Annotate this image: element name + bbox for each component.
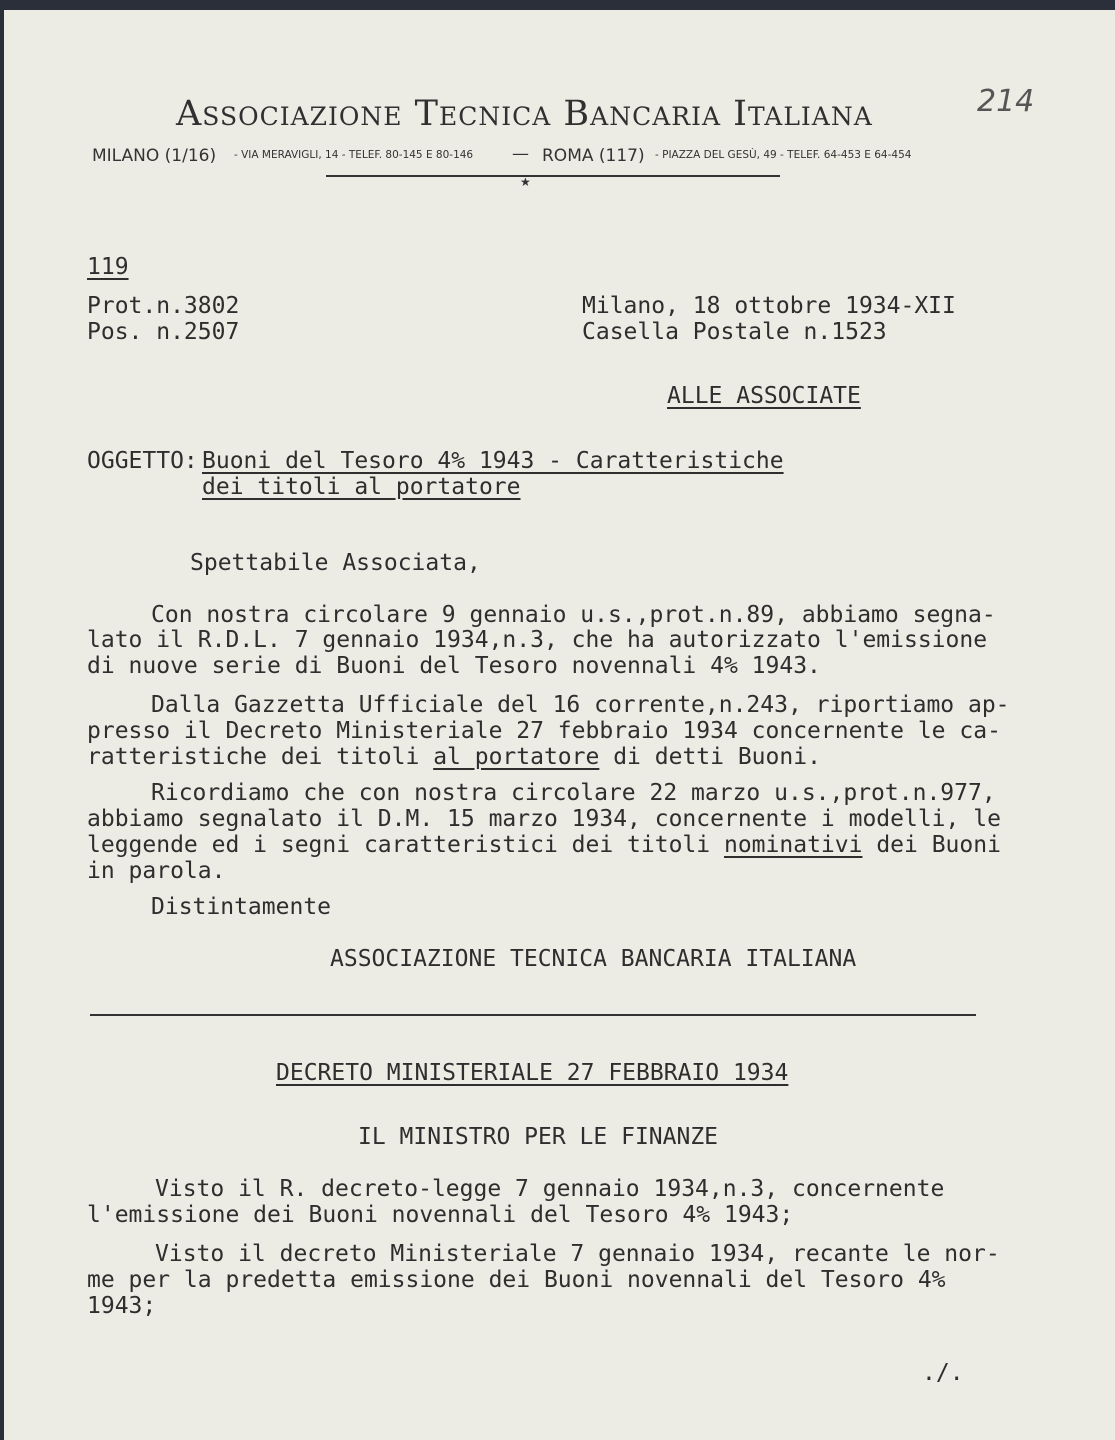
po-box: Casella Postale n.1523 — [582, 319, 887, 345]
subject-label: OGGETTO: — [87, 448, 198, 474]
paragraph-1-line-3: di nuove serie di Buoni del Tesoro novennali 4% 1943. — [87, 653, 821, 679]
visto-2-line-3: 1943; — [87, 1293, 157, 1319]
letterhead-milano: MILANO (1/16) — [92, 146, 217, 166]
paragraph-2-line-1: Dalla Gazzetta Ufficiale del 16 corrente,n.243, riportiamo ap- — [151, 692, 1010, 718]
letterhead-roma-address: - PIAZZA DEL GESÙ, 49 - TELEF. 64-453 E 64-454 — [655, 149, 912, 161]
paragraph-3-line-2: abbiamo segnalato il D.M. 15 marzo 1934, concernente i modelli, le — [87, 806, 1001, 832]
letterhead-milano-address: - VIA MERAVIGLI, 14 - TELEF. 80-145 E 80-146 — [234, 149, 474, 161]
signature: ASSOCIAZIONE TECNICA BANCARIA ITALIANA — [330, 946, 857, 972]
place-date: Milano, 18 ottobre 1934-XII — [582, 293, 956, 319]
salutation: Spettabile Associata, — [190, 550, 481, 576]
letterhead-dash: — — [512, 144, 529, 164]
paragraph-3-line-4: in parola. — [87, 858, 226, 884]
subject-line-2: dei titoli al portatore — [202, 474, 521, 500]
decree-title: DECRETO MINISTERIALE 27 FEBBRAIO 1934 — [276, 1060, 789, 1086]
visto-2-line-2: me per la predetta emissione dei Buoni novennali del Tesoro 4% — [87, 1267, 946, 1293]
letterhead-rule — [326, 175, 780, 177]
handwritten-page-number: 214 — [977, 84, 1035, 119]
underlined-nominativi: nominativi — [723, 832, 863, 858]
subject-line-1: Buoni del Tesoro 4% 1943 - Caratteristiche — [202, 448, 784, 474]
visto-1-line-1: Visto il R. decreto-legge 7 gennaio 1934,n.3, concernente — [155, 1176, 945, 1202]
continuation-mark: ./. — [922, 1360, 964, 1386]
paragraph-1-line-2: lato il R.D.L. 7 gennaio 1934,n.3, che ha autorizzato l'emissione — [87, 627, 988, 653]
visto-2-line-1: Visto il decreto Ministeriale 7 gennaio 1934, recante le nor- — [155, 1241, 1000, 1267]
paragraph-2-line-2: presso il Decreto Ministeriale 27 febbraio 1934 concernente le ca- — [87, 718, 1001, 744]
paragraph-1-line-1: Con nostra circolare 9 gennaio u.s.,prot.n.89, abbiamo segna- — [151, 602, 996, 628]
star-ornament: ★ — [520, 175, 531, 189]
letterhead-title: Associazione Tecnica Bancaria Italiana — [176, 94, 873, 134]
underlined-al-portatore: al portatore — [433, 744, 600, 770]
section-divider — [90, 1014, 976, 1016]
position-number: Pos. n.2507 — [87, 319, 240, 345]
paragraph-3-line-1: Ricordiamo che con nostra circolare 22 marzo u.s.,prot.n.977, — [151, 780, 996, 806]
protocol-number: Prot.n.3802 — [87, 293, 240, 319]
visto-1-line-2: l'emissione dei Buoni novennali del Tesoro 4% 1943; — [87, 1202, 794, 1228]
circular-number: 119 — [87, 254, 129, 280]
paragraph-2-line-3: ratteristiche dei titoli al portatore di detti Buoni. — [87, 744, 821, 770]
closing: Distintamente — [151, 894, 332, 920]
letter-page — [4, 10, 1115, 1440]
addressee: ALLE ASSOCIATE — [667, 383, 861, 409]
minister-heading: IL MINISTRO PER LE FINANZE — [358, 1124, 719, 1150]
paragraph-3-line-3: leggende ed i segni caratteristici dei titoli nominativi dei Buoni — [87, 832, 1001, 858]
letterhead-roma: ROMA (117) — [542, 146, 645, 166]
